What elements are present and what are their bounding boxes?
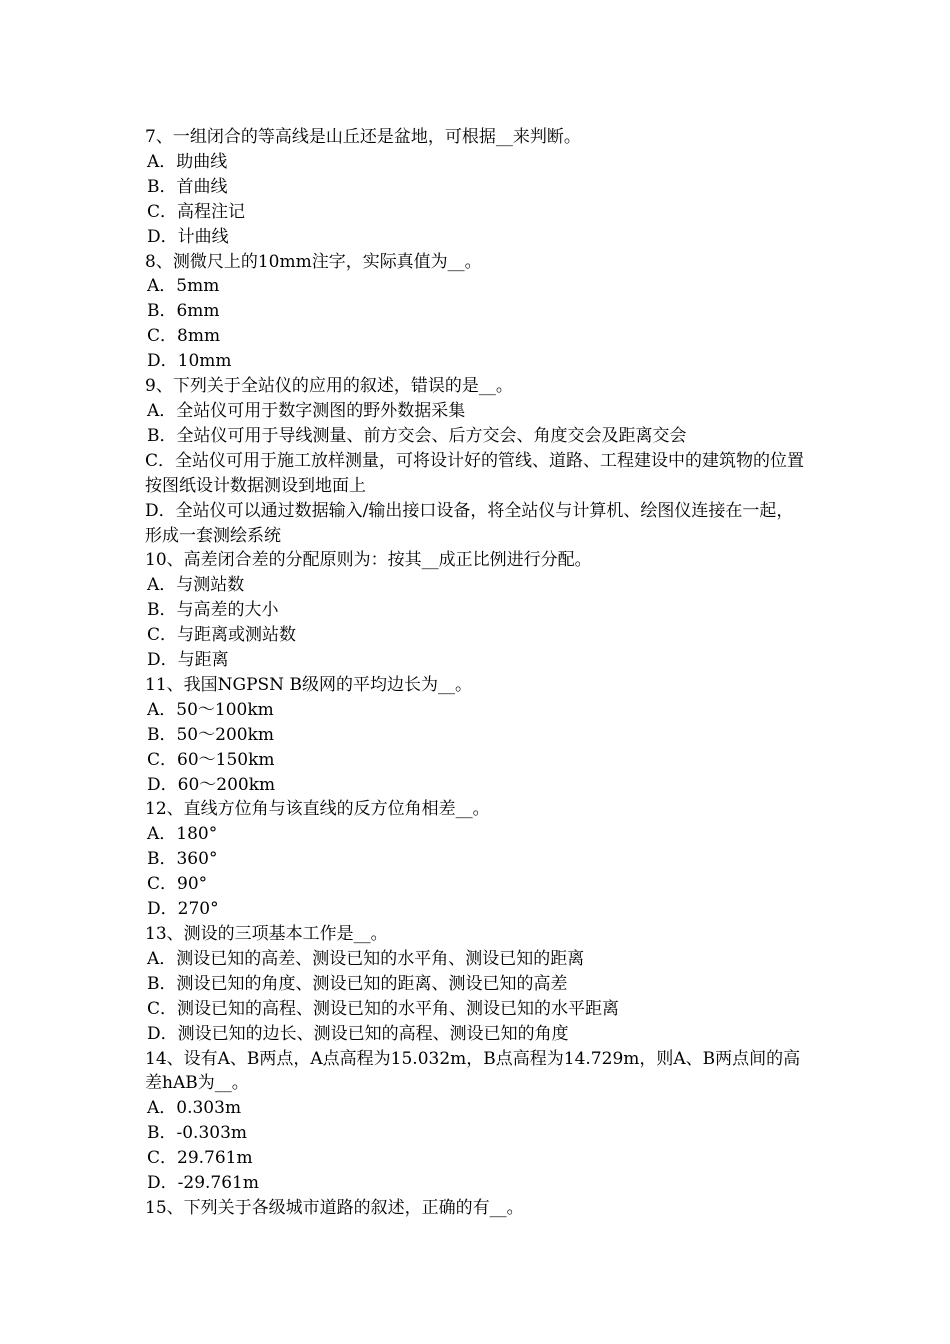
question-stem: 10、高差闭合差的分配原则为：按其__成正比例进行分配。 [145,550,592,571]
option-b: B．全站仪可用于导线测量、前方交会、后方交会、角度交会及距离交会 [147,425,687,446]
option-d: D．测设已知的边长、测设已知的高程、测设已知的角度 [147,1023,569,1044]
question-stem: 11、我国NGPSN B级网的平均边长为__。 [145,674,472,695]
question-stem: 15、下列关于各级城市道路的叙述，正确的有__。 [145,1197,524,1218]
question-stem: 8、测微尺上的10mm注字，实际真值为__。 [145,251,482,272]
question-list [145,125,810,1221]
option-b: B．6mm [147,301,220,322]
option-c: C．测设已知的高程、测设已知的水平角、测设已知的水平距离 [147,998,620,1019]
option-d: D．全站仪可以通过数据输入/输出接口设备，将全站仪与计算机、绘图仪连接在一起，形成一套测绘系统 [145,500,794,546]
question-stem: 13、测设的三项基本工作是__。 [145,924,388,944]
option-a: A．180° [147,824,218,845]
question-stem: 9、下列关于全站仪的应用的叙述，错误的是__。 [145,376,513,397]
option-a: A．助曲线 [147,151,228,172]
option-d: D．270° [147,899,219,920]
option-d: D．计曲线 [147,226,229,247]
option-a: A．5mm [147,276,220,297]
question-stem: 12、直线方位角与该直线的反方位角相差__。 [145,799,490,820]
option-b: B．-0.303m [147,1123,248,1144]
option-d: D．60～200km [147,774,276,795]
option-b: B．测设已知的角度、测设已知的距离、测设已知的高差 [147,973,568,994]
option-d: D．与距离 [147,650,229,671]
option-a: A．0.303m [147,1098,242,1119]
question-stem: 14、设有A、B两点，A点高程为15.032m，B点高程为14.729m，则A、B两点间的高差hAB为__。 [145,1048,801,1094]
option-d: D．10mm [147,351,232,372]
option-c: C．60～150km [147,749,275,770]
option-c: C．全站仪可用于施工放样测量，可将设计好的管线、道路、工程建设中的建筑物的位置按图纸设计数据测设到地面上 [145,450,805,496]
option-b: B．首曲线 [147,176,228,197]
option-a: A．全站仪可用于数字测图的野外数据采集 [147,400,466,421]
option-c: C．29.761m [147,1148,253,1169]
option-a: A．测设已知的高差、测设已知的水平角、测设已知的距离 [147,948,585,969]
option-b: B．50～200km [147,724,274,745]
option-b: B．与高差的大小 [147,600,279,621]
option-a: A．50～100km [147,699,274,720]
option-c: C．与距离或测站数 [147,625,297,646]
option-b: B．360° [147,849,218,870]
option-c: C．90° [147,874,208,895]
option-c: C．8mm [147,326,221,347]
option-d: D．-29.761m [147,1173,259,1194]
option-a: A．与测站数 [147,575,245,596]
question-stem: 7、一组闭合的等高线是山丘还是盆地，可根据__来判断。 [145,127,581,147]
option-c: C．高程注记 [147,201,246,222]
